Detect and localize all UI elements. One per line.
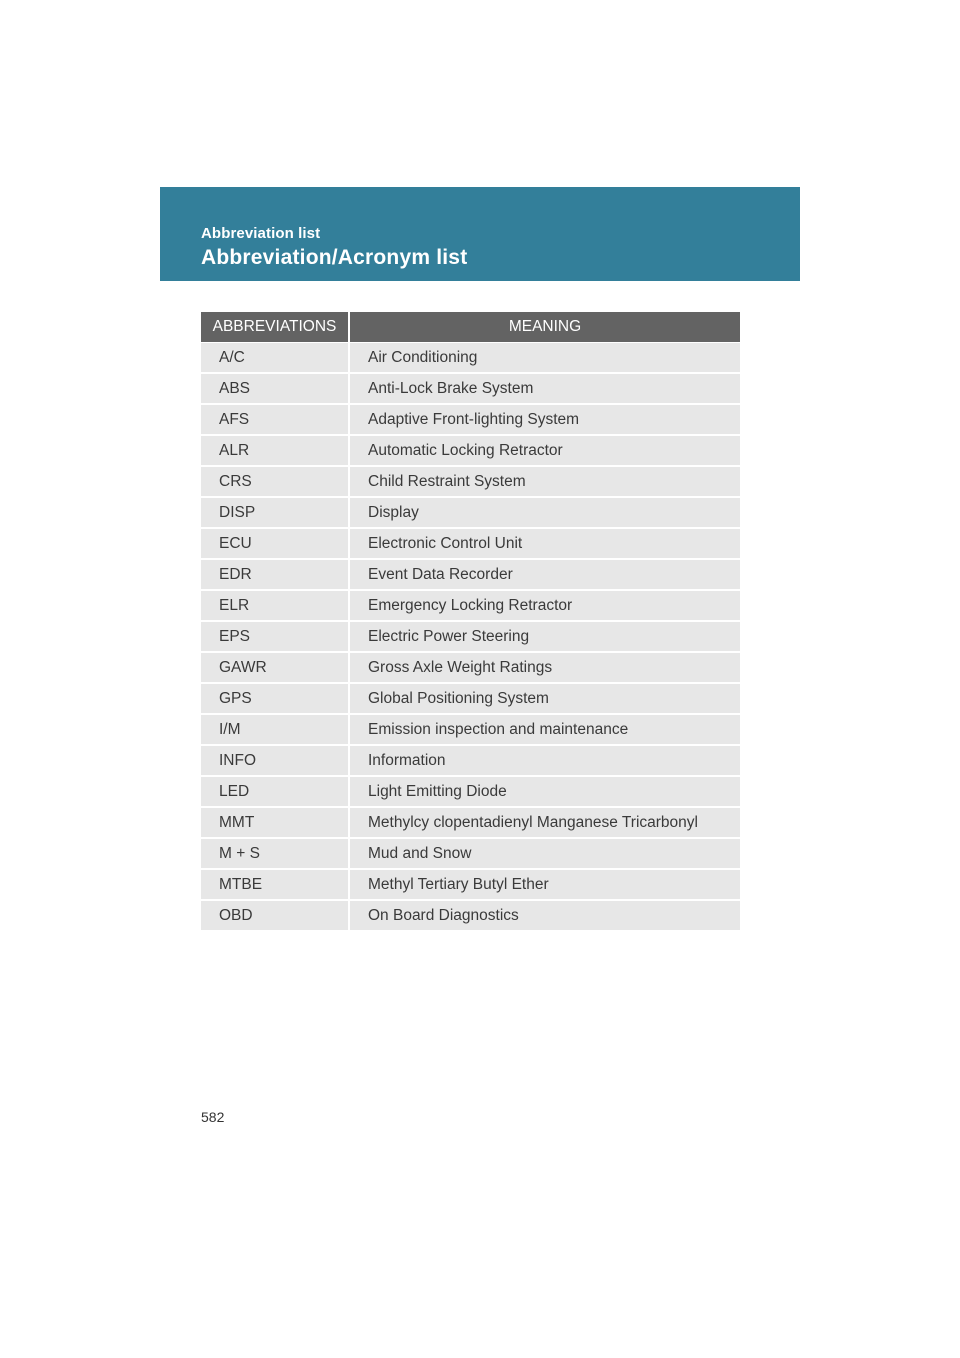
table-row (201, 374, 740, 405)
table-body (201, 343, 740, 932)
table-row (201, 622, 740, 653)
meaning-cell: Display (350, 498, 740, 529)
column-header-abbreviations: ABBREVIATIONS (201, 312, 350, 343)
table-row (201, 746, 740, 777)
table-row (201, 591, 740, 622)
column-header-meaning: MEANING (350, 312, 740, 343)
meaning-cell: Global Positioning System (350, 684, 740, 715)
meaning-cell: Child Restraint System (350, 467, 740, 498)
abbreviation-cell: ALR (201, 436, 350, 467)
table-header-row (201, 312, 740, 343)
abbreviation-table (201, 312, 740, 932)
meaning-cell: On Board Diagnostics (350, 901, 740, 932)
abbreviation-cell: CRS (201, 467, 350, 498)
abbreviation-cell: A/C (201, 343, 350, 374)
meaning-cell: Methyl Tertiary Butyl Ether (350, 870, 740, 901)
meaning-cell: Mud and Snow (350, 839, 740, 870)
table-row (201, 529, 740, 560)
abbreviation-cell: ELR (201, 591, 350, 622)
table-row (201, 777, 740, 808)
abbreviation-cell: M + S (201, 839, 350, 870)
abbreviation-cell: OBD (201, 901, 350, 932)
table-row (201, 808, 740, 839)
section-label: Abbreviation list (201, 225, 321, 242)
table-row (201, 467, 740, 498)
page-title: Abbreviation/Acronym list (201, 246, 468, 269)
table-row (201, 343, 740, 374)
abbreviation-cell: MMT (201, 808, 350, 839)
abbreviation-cell: INFO (201, 746, 350, 777)
table-row (201, 839, 740, 870)
table-row (201, 436, 740, 467)
meaning-cell: Electric Power Steering (350, 622, 740, 653)
abbreviation-cell: ABS (201, 374, 350, 405)
meaning-cell: Air Conditioning (350, 343, 740, 374)
abbreviation-cell: LED (201, 777, 350, 808)
abbreviation-cell: AFS (201, 405, 350, 436)
meaning-cell: Light Emitting Diode (350, 777, 740, 808)
page-number: 582 (201, 1109, 225, 1125)
abbreviation-cell: I/M (201, 715, 350, 746)
meaning-cell: Emission inspection and maintenance (350, 715, 740, 746)
abbreviation-cell: MTBE (201, 870, 350, 901)
abbreviation-cell: EPS (201, 622, 350, 653)
abbreviation-cell: ECU (201, 529, 350, 560)
table-row (201, 405, 740, 436)
meaning-cell: Methylcy clopentadienyl Manganese Tricarbonyl (350, 808, 740, 839)
table-row (201, 684, 740, 715)
table-row (201, 653, 740, 684)
header-band (160, 187, 800, 281)
meaning-cell: Electronic Control Unit (350, 529, 740, 560)
meaning-cell: Adaptive Front-lighting System (350, 405, 740, 436)
abbreviation-cell: DISP (201, 498, 350, 529)
table-row (201, 870, 740, 901)
meaning-cell: Information (350, 746, 740, 777)
meaning-cell: Automatic Locking Retractor (350, 436, 740, 467)
abbreviation-cell: GAWR (201, 653, 350, 684)
meaning-cell: Event Data Recorder (350, 560, 740, 591)
meaning-cell: Anti-Lock Brake System (350, 374, 740, 405)
abbreviation-cell: EDR (201, 560, 350, 591)
table-row (201, 715, 740, 746)
table-row (201, 498, 740, 529)
meaning-cell: Gross Axle Weight Ratings (350, 653, 740, 684)
table-row (201, 901, 740, 932)
abbreviation-cell: GPS (201, 684, 350, 715)
table-row (201, 560, 740, 591)
meaning-cell: Emergency Locking Retractor (350, 591, 740, 622)
